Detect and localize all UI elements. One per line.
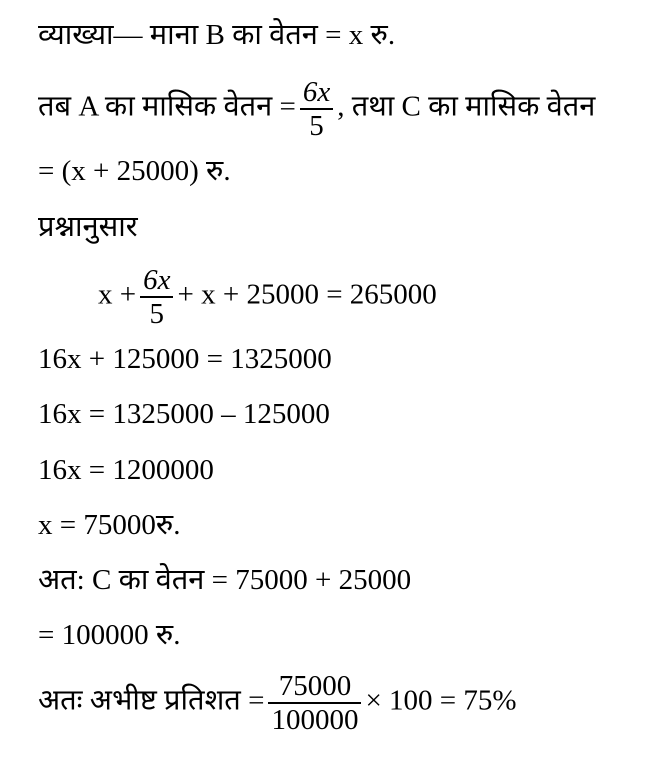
step-line-3: 16x = 1200000 (38, 454, 214, 486)
fraction-numerator: 6x (140, 264, 173, 298)
equation-start: x + (98, 278, 137, 311)
percentage-text: अतः अभीष्ट प्रतिशत = (38, 684, 265, 717)
fraction-numerator: 75000 (268, 670, 361, 704)
explanation-line: व्याख्या— माना B का वेतन = x रु. (38, 19, 396, 51)
equation-end: + x + 25000 = 265000 (177, 278, 437, 311)
fraction-denominator: 100000 (271, 704, 359, 736)
according-to-question: प्रश्नानुसार (38, 211, 138, 243)
fraction-75000-over-100000 (268, 670, 361, 736)
fraction-denominator: 5 (149, 298, 165, 330)
fraction-6x-over-5 (140, 264, 173, 330)
x-value-line: x = 75000रु. (38, 509, 181, 541)
required-percentage-line (38, 670, 517, 736)
a-salary-line (38, 76, 595, 142)
c-salary-total-line: = 100000 रु. (38, 619, 181, 651)
equation-line (98, 264, 437, 330)
fraction-numerator: 6x (300, 76, 333, 110)
percentage-result: × 100 = 75% (365, 684, 517, 717)
a-salary-text: तब A का मासिक वेतन = (38, 90, 296, 123)
step-line-1: 16x + 125000 = 1325000 (38, 343, 332, 375)
step-line-2: 16x = 1325000 – 125000 (38, 398, 330, 430)
fraction-denominator: 5 (309, 110, 324, 142)
c-salary-expression: = (x + 25000) रु. (38, 155, 231, 187)
fraction-6x-over-5 (300, 76, 333, 142)
c-salary-text: , तथा C का मासिक वेतन (337, 90, 596, 123)
c-salary-result-line: अत: C का वेतन = 75000 + 25000 (38, 564, 412, 596)
